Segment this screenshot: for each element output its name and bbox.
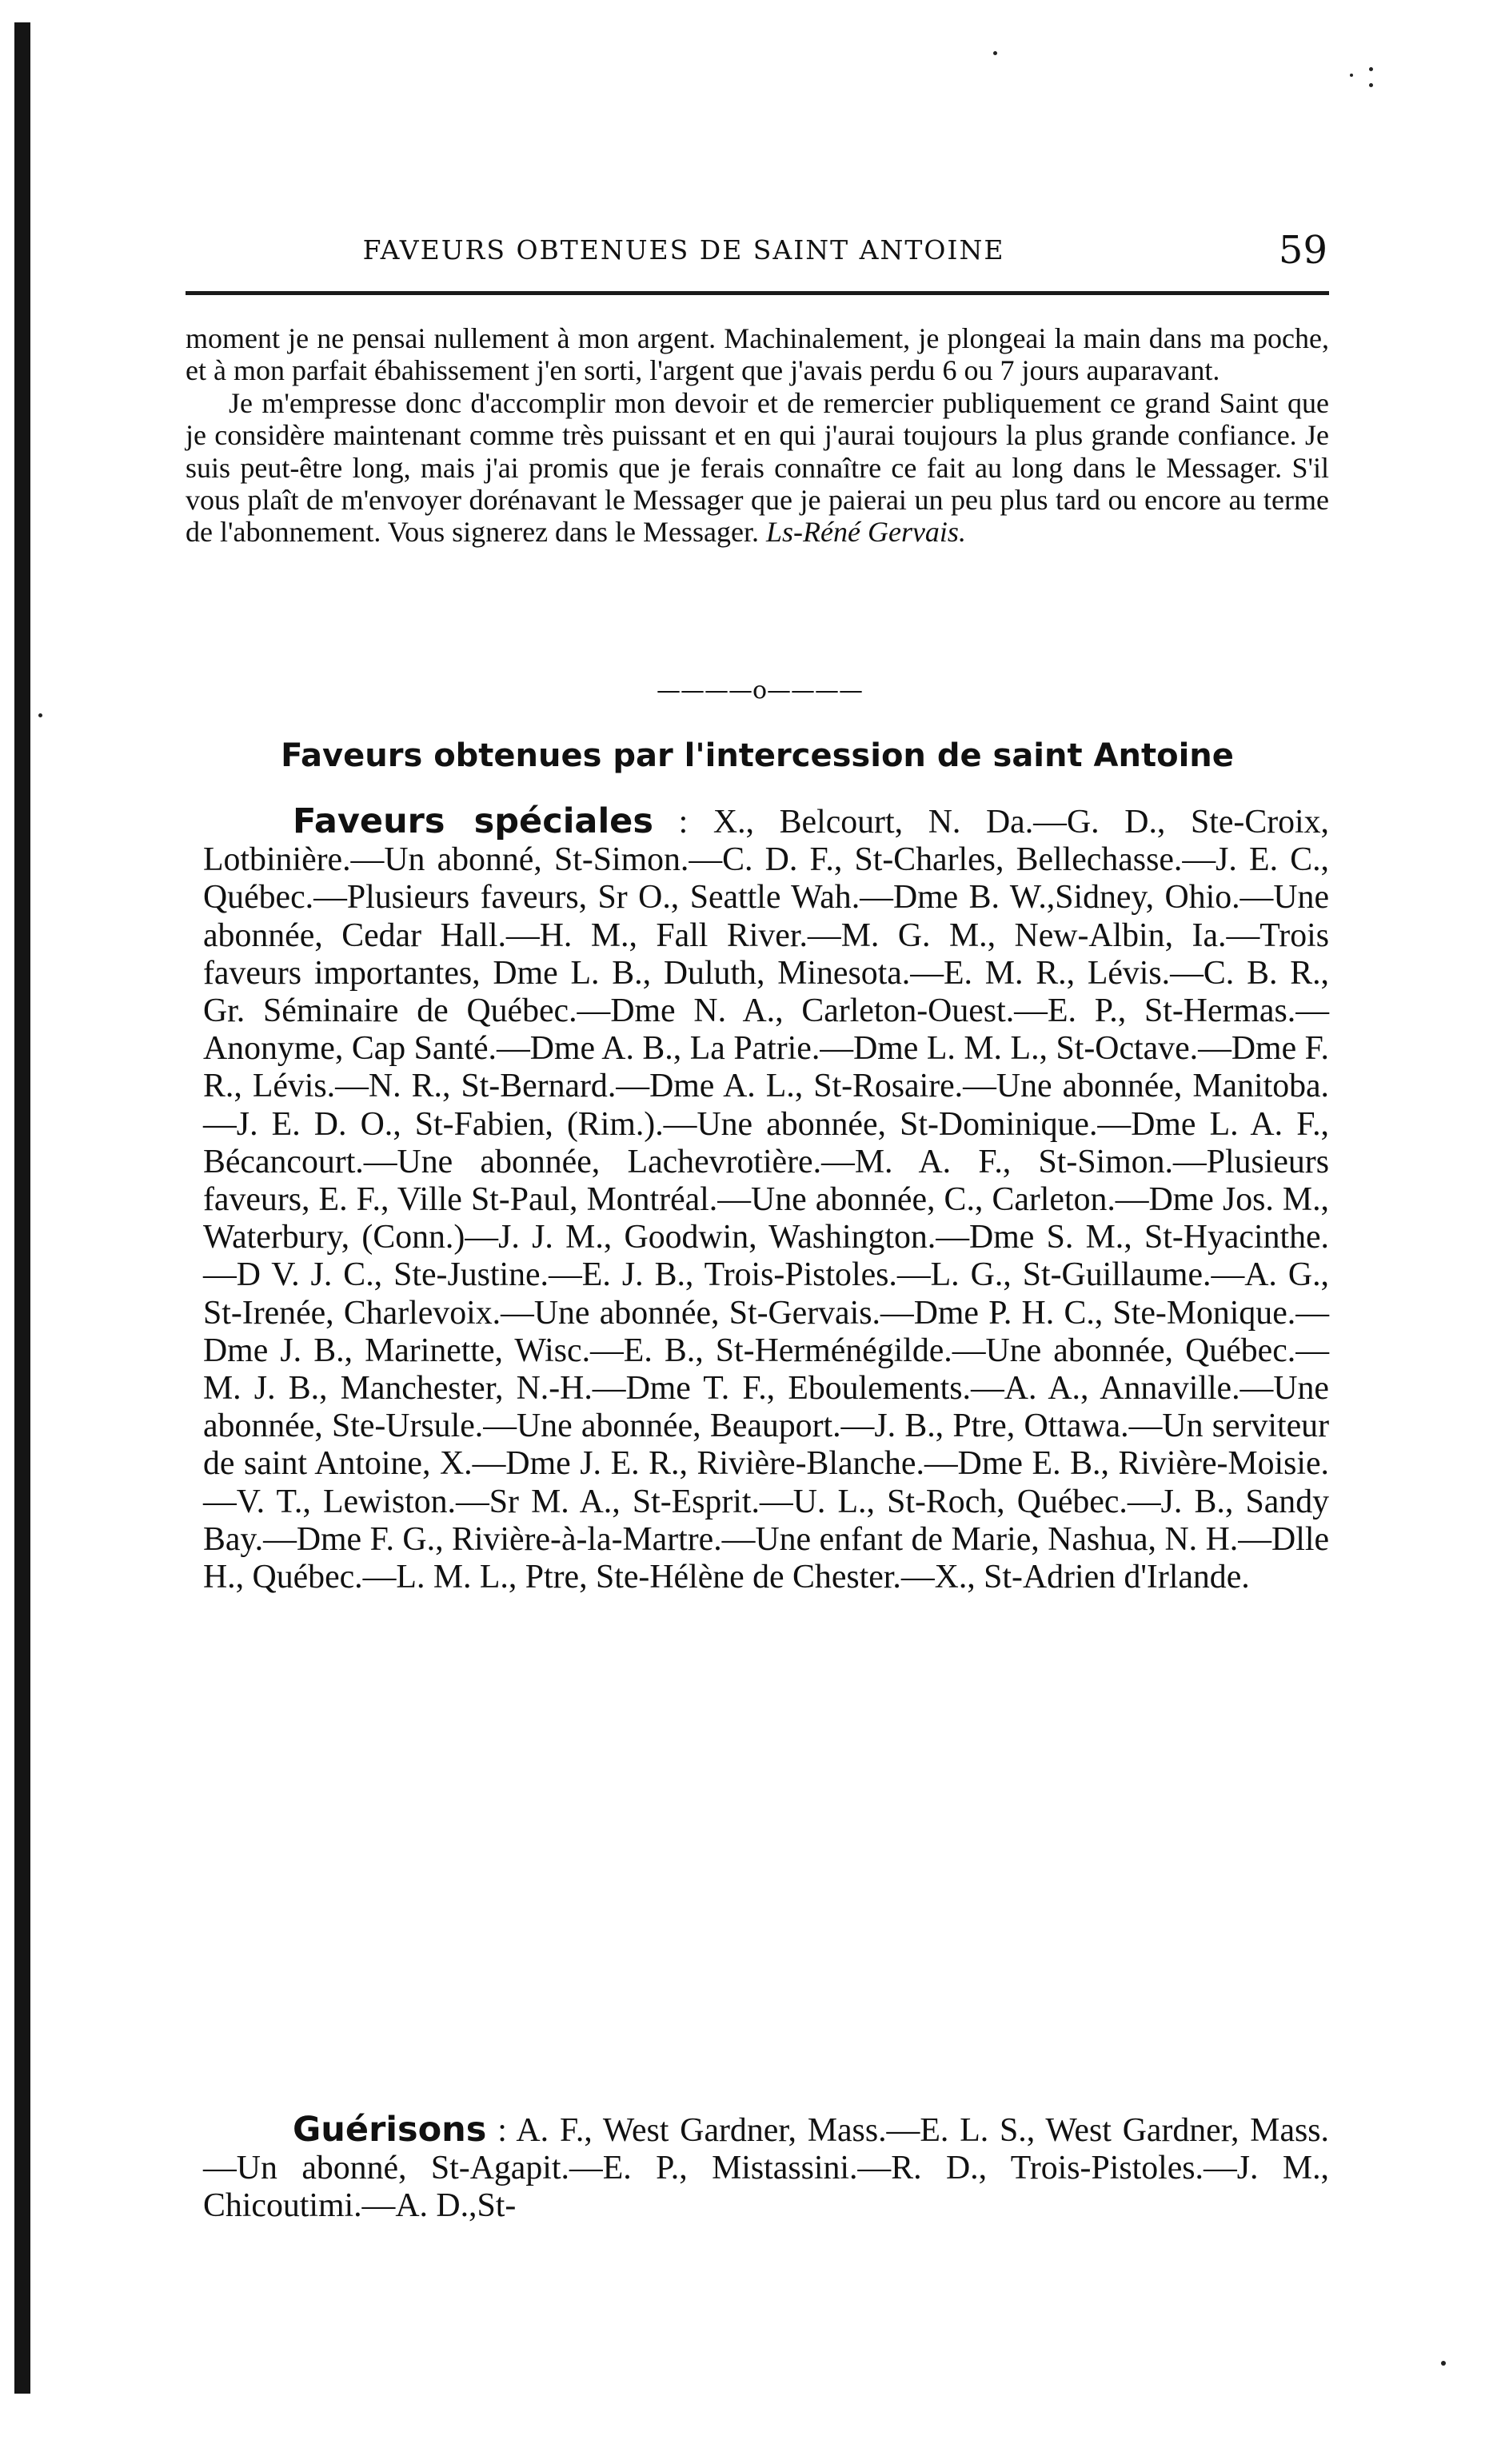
guerisons-heading: Guérisons bbox=[293, 2110, 487, 2150]
letter-paragraph bbox=[186, 387, 1329, 549]
page-number: 59 bbox=[1278, 228, 1327, 273]
letter-text bbox=[186, 322, 1329, 549]
signature: Ls-Réné Gervais. bbox=[766, 516, 966, 549]
scan-speck bbox=[1369, 83, 1373, 87]
scan-speck bbox=[38, 713, 42, 717]
letter-paragraph-text: Je m'empresse donc d'accomplir mon devoir et de remercier publiquement ce grand Saint que je considère maintenant comme très puissant et en qui j'aurai toujours la plus grande confiance. Je suis peut-être long, mais j'ai promis que je ferais connaître ce fait au long dans le Messager. S'il vous plaît de m'envoyer dorénavant le Messager que je paierai un peu plus tard ou encore au terme de l'abonnement. Vous signerez dans le Messager. bbox=[186, 386, 1329, 549]
faveurs-speciales-text: : X., Belcourt, N. Da.—G. D., Ste-Croix, Lotbinière.—Un abonné, St-Simon.—C. D. F., St-Charles, Bellechasse.—J. E. C., Québec.—Plusieurs faveurs, Sr O., Seattle Wah.—Dme B. W.,Sidney, Ohio.—Une abonnée, Cedar Hall.—H. M., Fall River.—M. G. M., New-Albin, Ia.—Trois faveurs importantes, Dme L. B., Duluth, Minesota.—E. M. R., Lévis.—C. B. R., Gr. Séminaire de Québec.—Dme N. A., Carleton-Ouest.—E. P., St-Hermas.—Anonyme, Cap Santé.—Dme A. B., La Patrie.—Dme L. M. L., St-Octave.—Dme F. R., Lévis.—N. R., St-Bernard.—Dme A. L., St-Rosaire.—Une abonnée, Manitoba.—J. E. D. O., St-Fabien, (Rim.).—Une abonnée, St-Dominique.—Dme L. A. F., Bécancourt.—Une abonnée, Lachevrotière.—M. A. F., St-Simon.—Plusieurs faveurs, E. F., Ville St-Paul, Montréal.—Une abonnée, C., Carleton.—Dme Jos. M., Waterbury, (Conn.)—J. J. M., Goodwin, Washington.—Dme S. M., St-Hyacinthe.—D V. J. C., Ste-Justine.—E. J. B., Trois-Pistoles.—L. G., St-Guillaume.—A. G., St-Irenée, Charlevoix.—Une abonnée, St-Gervais.—Dme P. H. C., Ste-Monique.—Dme J. B., Marinette, Wisc.—E. B., St-Herménégilde.—Une abonnée, Québec.—M. J. B., Manchester, N.-H.—Dme T. F., Eboulements.—A. A., Annaville.—Une abonnée, Ste-Ursule.—Une abonnée, Beauport.—J. B., Ptre, Ottawa.—Un serviteur de saint Antoine, X.—Dme J. E. R., Rivière-Blanche.—Dme E. B., Rivière-Moisie.—V. T., Lewiston.—Sr M. A., St-Esprit.—U. L., St-Roch, Québec.—J. B., Sandy Bay.—Dme F. G., Rivière-à-la-Martre.—Une enfant de Marie, Nashua, N. H.—Dlle H., Québec.—L. M. L., Ptre, Ste-Hélène de Chester.—X., St-Adrien d'Irlande. bbox=[203, 804, 1330, 1596]
letter-paragraph: moment je ne pensai nullement à mon argent. Machinalement, je plongeai la main dans ma poche, et à mon parfait ébahissement j'en sorti, l'argent que j'avais perdu 6 ou 7 jours auparavant. bbox=[186, 322, 1329, 387]
guerisons bbox=[203, 2111, 1329, 2226]
scan-speck bbox=[1441, 2361, 1446, 2366]
scan-speck bbox=[993, 51, 997, 55]
page-edge-shadow bbox=[14, 22, 30, 2394]
scan-speck bbox=[1350, 74, 1353, 77]
header-rule bbox=[186, 291, 1329, 295]
faveurs-speciales-paragraph bbox=[203, 803, 1329, 1596]
scan-speck bbox=[1369, 67, 1373, 71]
running-head bbox=[184, 228, 1327, 276]
faveurs-speciales bbox=[203, 803, 1329, 1596]
guerisons-paragraph bbox=[203, 2111, 1329, 2226]
section-title: Faveurs obtenues par l'intercession de saint Antoine bbox=[281, 737, 1234, 774]
running-title: FAVEURS OBTENUES DE SAINT ANTOINE bbox=[362, 234, 1005, 266]
guerisons-text: : A. F., West Gardner, Mass.—E. L. S., West Gardner, Mass.—Un abonné, St-Agapit.—E. P., Mistassini.—R. D., Trois-Pistoles.—J. M., Chicoutimi.—A. D.,St- bbox=[203, 2112, 1329, 2225]
section-divider: ————o———— bbox=[656, 677, 864, 705]
faveurs-speciales-heading: Faveurs spéciales bbox=[293, 801, 653, 841]
